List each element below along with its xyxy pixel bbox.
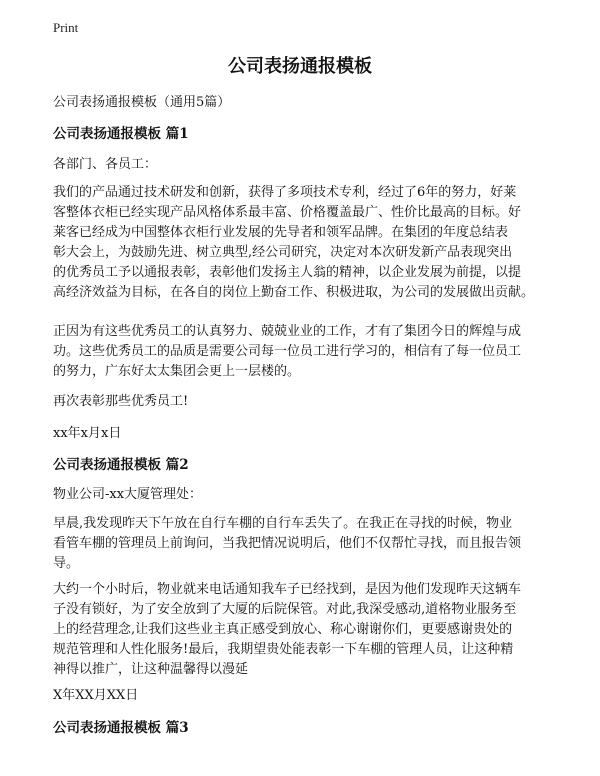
section-2-paragraph-2: 大约一个小时后，物业就来电话通知我车子已经找到，是因为他们发现昨天这辆车 子没有锁好，为了安全放到了大厦的后院保管。对此,我深受感动,道格物业服务至 上的经营理念,让我们这些业主真正感受到放心、称心谢谢你们，更要感谢贵处的 规范管理和人性化服务!最后，我期望贵处能表彰一下车棚的管理人员，让这种精 神得以推广，让这种温馨得以漫延 xyxy=(53,582,522,677)
section-1-date: xx年x月x日 xyxy=(53,426,122,441)
section-2-paragraph-1: 早晨,我发现昨天下午放在自行车棚的自行车丢失了。在我正在寻找的时候，物业 看管车棚的管理员上前询问，当我把情况说明后，他们不仅帮忙寻找，而且报告领 导。 xyxy=(53,516,522,571)
section-1-salutation: 各部门、各员工： xyxy=(53,157,158,172)
section-1-paragraph-1: 我们的产品通过技术研发和创新，获得了多项技术专利，经过了6年的努力，好莱 客整体衣柜已经实现产品风格体系最丰富、价格覆盖最广、性价比最高的目标。好 莱客已经成为中国整体衣柜行业发展的先导者和领军品牌。在集团的年度总结表 彰大会上，为鼓励先进、树立典型,经公司研究，决定对本次研发新产品表现突出 的优秀员工予以通报表彰，表彰他们发扬主人翁的精神，以企业发展为前提，以提 高经济效益为目标，在各自的岗位上勤奋工作、积极进取，为公司的发展做出贡献。 xyxy=(53,185,535,300)
print-link[interactable]: Print xyxy=(53,20,79,35)
document-subtitle: 公司表扬通报模板（通用5篇） xyxy=(53,95,231,110)
section-1-paragraph-2: 正因为有这些优秀员工的认真努力、兢兢业业的工作，才有了集团今日的辉煌与成 功。这些优秀员工的品质是需要公司每一位员工进行学习的，相信有了每一位员工 的努力，广东好太太集团会更上一层楼的。 xyxy=(53,324,522,379)
section-1-heading: 公司表扬通报模板 篇1 xyxy=(53,126,189,142)
section-3-heading: 公司表扬通报模板 篇3 xyxy=(53,720,189,736)
section-2-date: X年XX月XX日 xyxy=(53,688,139,703)
section-2-salutation: 物业公司-xx大厦管理处： xyxy=(53,487,203,502)
section-1-paragraph-3: 再次表彰那些优秀员工! xyxy=(53,394,189,409)
document-title: 公司表扬通报模板 xyxy=(228,56,372,77)
section-2-heading: 公司表扬通报模板 篇2 xyxy=(53,457,189,473)
